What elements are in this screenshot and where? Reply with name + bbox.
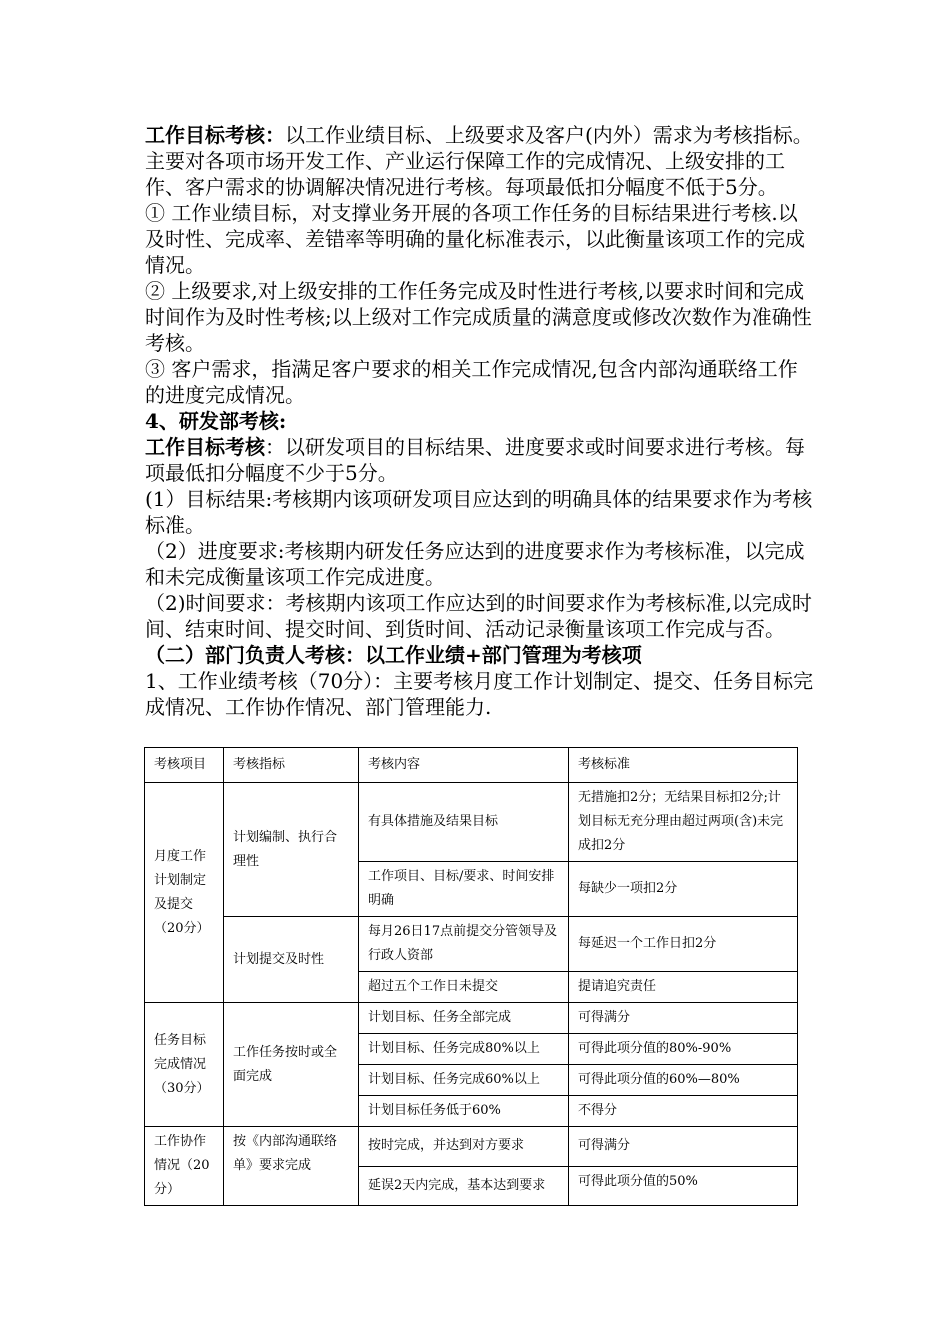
assessment-table [144,747,798,1206]
document-body [145,122,815,720]
content-cell: 有具体措施及结果目标 [359,783,569,862]
item-cell: 工作协作情况（20分） [145,1127,224,1206]
paragraph-time-req: （2)时间要求：考核期内该项工作应达到的时间要求作为考核标准,以完成时间、结束时间、提交时间、到货时间、活动记录衡量该项工作完成与否。 [145,591,812,641]
standard-cell: 可得满分 [569,1127,798,1167]
paragraph-rd-target [145,434,815,486]
header-cell: 考核标准 [569,748,798,783]
table-header-row [145,748,798,783]
table-row [145,1003,798,1034]
table-row [145,1127,798,1167]
paragraph-item-1: ① 工作业绩目标，对支撑业务开展的各项工作任务的目标结果进行考核.以及时性、完成率、差错率等明确的量化标准表示，以此衡量该项工作的完成情况。 [145,201,805,277]
paragraph-target-result: (1）目标结果:考核期内该项研发项目应达到的明确具体的结果要求作为考核标准。 [145,487,813,537]
standard-cell: 无措施扣2分；无结果目标扣2分;计划目标无充分理由超过两项(含)未完成扣2分 [569,783,798,862]
header-cell: 考核内容 [359,748,569,783]
indicator-cell: 按《内部沟通联络单》要求完成 [224,1127,359,1206]
content-cell: 计划目标任务低于60% [359,1096,569,1127]
section-heading-dept-head: （二）部门负责人考核：以工作业绩+部门管理为考核项 [145,643,642,667]
table-row [145,783,798,862]
content-cell: 延误2天内完成，基本达到要求 [359,1166,569,1206]
section-heading-rd: 4、研发部考核: [145,409,287,433]
header-cell: 考核项目 [145,748,224,783]
standard-cell: 可得满分 [569,1003,798,1034]
table-row [145,917,798,972]
indicator-cell: 计划编制、执行合理性 [224,783,359,917]
standard-cell: 可得此项分值的60%—80% [569,1065,798,1096]
paragraph-text: ：以研发项目的目标结果、进度要求或时间要求进行考核。每项最低扣分幅度不少于5分。 [145,435,805,485]
content-cell: 工作项目、目标/要求、时间安排明确 [359,862,569,917]
content-cell: 超过五个工作日未提交 [359,972,569,1003]
standard-cell: 不得分 [569,1096,798,1127]
content-cell: 按时完成，并达到对方要求 [359,1127,569,1167]
standard-cell: 可得此项分值的80%-90% [569,1034,798,1065]
bold-label: 工作目标考核： [145,123,285,147]
paragraph-text: 以工作业绩目标、上级要求及客户(内外）需求为考核指标。主要对各项市场开发工作、产业运行保障工作的完成情况、上级安排的工作、客户需求的协调解决情况进行考核。每项最低扣分幅度不低于5分。 [145,123,813,199]
paragraph-progress-req: （2）进度要求:考核期内研发任务应达到的进度要求作为考核标准，以完成和未完成衡量该项工作完成进度。 [145,539,805,589]
content-cell: 计划目标、任务完成60%以上 [359,1065,569,1096]
bold-label: 工作目标考核 [145,435,265,459]
content-cell: 每月26日17点前提交分管领导及行政人资部 [359,917,569,972]
paragraph-item-3: ③ 客户需求，指满足客户要求的相关工作完成情况,包含内部沟通联络工作的进度完成情况。 [145,357,798,407]
indicator-cell: 工作任务按时或全面完成 [224,1003,359,1127]
item-cell: 任务目标完成情况（30分） [145,1003,224,1127]
content-cell: 计划目标、任务完成80%以上 [359,1034,569,1065]
item-cell: 月度工作计划制定及提交（20分） [145,783,224,1003]
standard-cell: 提请追究责任 [569,972,798,1003]
header-cell: 考核指标 [224,748,359,783]
paragraph-performance: 1、工作业绩考核（70分）：主要考核月度工作计划制定、提交、任务目标完成情况、工作协作情况、部门管理能力. [145,669,814,719]
standard-cell: 每缺少一项扣2分 [569,862,798,917]
paragraph-item-2: ② 上级要求,对上级安排的工作任务完成及时性进行考核,以要求时间和完成时间作为及时性考核;以上级对工作完成质量的满意度或修改次数作为准确性考核。 [145,279,812,355]
standard-cell: 每延迟一个工作日扣2分 [569,917,798,972]
indicator-cell: 计划提交及时性 [224,917,359,1003]
paragraph-work-target [145,122,815,200]
content-cell: 计划目标、任务全部完成 [359,1003,569,1034]
standard-cell: 可得此项分值的50% [569,1166,798,1206]
